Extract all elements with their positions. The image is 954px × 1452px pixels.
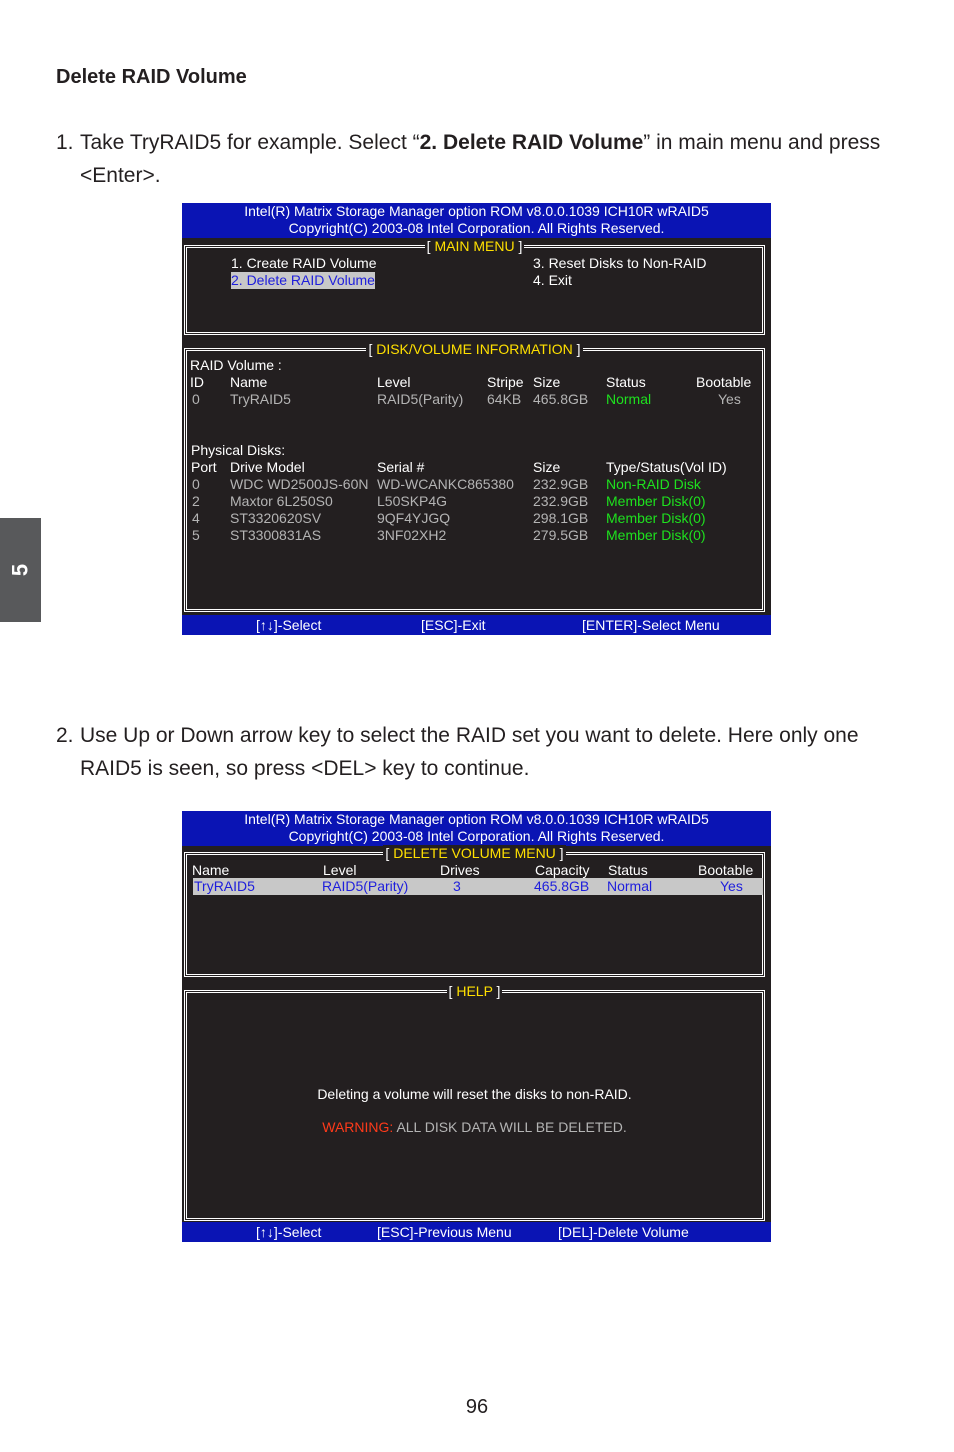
bios-header-copyright: Copyright(C) 2003-08 Intel Corporation. All Rights Reserved. bbox=[288, 220, 665, 236]
disk-type: Member Disk(0) bbox=[606, 493, 706, 509]
menu-item-reset-disks[interactable]: 3. Reset Disks to Non-RAID bbox=[533, 255, 707, 271]
bios-header bbox=[182, 203, 771, 238]
footer-select-hint: [↑↓]-Select bbox=[256, 617, 322, 633]
volume-row-selected[interactable] bbox=[193, 878, 763, 895]
help-text: Deleting a volume will reset the disks to non-RAID. bbox=[317, 1086, 632, 1102]
bios-header-title: Intel(R) Matrix Storage Manager option ROM v8.0.0.1039 ICH10R wRAID5 bbox=[244, 203, 709, 219]
menu-item-delete-raid[interactable]: 2. Delete RAID Volume bbox=[231, 272, 375, 288]
disk-size: 298.1GB bbox=[533, 510, 589, 526]
col-header-level: Level bbox=[323, 862, 357, 878]
volume-stripe: 64KB bbox=[487, 391, 522, 407]
delete-menu-title: DELETE VOLUME MENU bbox=[393, 845, 556, 861]
disk-type: Member Disk(0) bbox=[606, 510, 706, 526]
disk-size: 232.9GB bbox=[533, 493, 589, 509]
col-header-port: Port bbox=[191, 459, 217, 475]
col-header-type-status: Type/Status(Vol ID) bbox=[606, 459, 727, 475]
menu-item-create-raid[interactable]: 1. Create RAID Volume bbox=[231, 255, 377, 271]
volume-bootable: Yes bbox=[720, 878, 743, 894]
step-1 bbox=[56, 126, 916, 192]
volume-level: RAID5(Parity) bbox=[322, 878, 409, 894]
step-number: 1. bbox=[56, 131, 74, 154]
footer-delete-volume-hint: [DEL]-Delete Volume bbox=[558, 1224, 689, 1240]
disk-size: 279.5GB bbox=[533, 527, 589, 543]
delete-volume-menu-frame: [ DELETE VOLUME MENU ] Name Level Drives Capacity Status Bootable TryRAID5 RAID5(Parity) 3 465.8GB Normal Yes bbox=[184, 852, 765, 977]
col-header-name: Name bbox=[192, 862, 230, 878]
step-text: Use Up or Down arrow key to select the RAID set you want to delete. Here only one RAID5 is seen, so press <DEL> key to continue. bbox=[80, 724, 859, 780]
disk-model: Maxtor 6L250S0 bbox=[230, 493, 333, 509]
col-header-capacity: Capacity bbox=[535, 862, 590, 878]
chapter-number: 5 bbox=[7, 563, 33, 577]
col-header-stripe: Stripe bbox=[487, 374, 524, 390]
disk-size: 232.9GB bbox=[533, 476, 589, 492]
step-text: ” in main menu and press <Enter>. bbox=[80, 131, 881, 187]
disk-model: ST3300831AS bbox=[230, 527, 322, 543]
main-menu-frame: [ MAIN MENU ] 1. Create RAID Volume 2. Delete RAID Volume 3. Reset Disks to Non-RAID 4. Exit bbox=[184, 245, 765, 335]
disk-port: 4 bbox=[192, 510, 200, 526]
bios-header bbox=[182, 811, 771, 846]
step-text: Take TryRAID5 for example. Select “ bbox=[80, 131, 420, 154]
physical-disks-label: Physical Disks: bbox=[191, 442, 286, 458]
col-header-bootable: Bootable bbox=[698, 862, 754, 878]
disk-port: 5 bbox=[192, 527, 200, 543]
step-number: 2. bbox=[56, 724, 74, 747]
disk-port: 2 bbox=[192, 493, 200, 509]
col-header-name: Name bbox=[230, 374, 268, 390]
disk-type: Member Disk(0) bbox=[606, 527, 706, 543]
chapter-tab bbox=[0, 518, 41, 622]
volume-name: TryRAID5 bbox=[194, 878, 255, 894]
raid-volume-label: RAID Volume : bbox=[190, 357, 282, 373]
warning-line bbox=[187, 1119, 762, 1136]
col-header-bootable: Bootable bbox=[696, 374, 752, 390]
page-number: 96 bbox=[465, 1396, 489, 1418]
bios-footer bbox=[182, 1222, 771, 1242]
footer-enter-hint: [ENTER]-Select Menu bbox=[582, 617, 720, 633]
col-header-disk-size: Size bbox=[533, 459, 561, 475]
volume-status: Normal bbox=[606, 391, 652, 407]
volume-size: 465.8GB bbox=[533, 391, 589, 407]
volume-capacity: 465.8GB bbox=[534, 878, 590, 894]
footer-select-hint: [↑↓]-Select bbox=[256, 1224, 322, 1240]
bios-header-title: Intel(R) Matrix Storage Manager option ROM v8.0.0.1039 ICH10R wRAID5 bbox=[244, 811, 709, 827]
volume-level: RAID5(Parity) bbox=[377, 391, 464, 407]
footer-previous-menu-hint: [ESC]-Previous Menu bbox=[377, 1224, 512, 1240]
warning-text: ALL DISK DATA WILL BE DELETED. bbox=[396, 1119, 627, 1135]
col-header-drives: Drives bbox=[440, 862, 480, 878]
main-menu-title: MAIN MENU bbox=[434, 238, 515, 254]
disk-serial: WD-WCANKC865380 bbox=[377, 476, 514, 492]
bios-footer bbox=[182, 615, 771, 635]
help-title: HELP bbox=[456, 983, 493, 999]
volume-status: Normal bbox=[607, 878, 653, 894]
disk-serial: 9QF4YJGQ bbox=[377, 510, 451, 526]
disk-model: ST3320620SV bbox=[230, 510, 322, 526]
volume-drives: 3 bbox=[453, 878, 461, 894]
info-title: DISK/VOLUME INFORMATION bbox=[376, 341, 573, 357]
volume-name: TryRAID5 bbox=[230, 391, 291, 407]
step-bold-text: 2. Delete RAID Volume bbox=[419, 131, 644, 154]
help-frame: [ HELP ] Deleting a volume will reset the disks to non-RAID. WARNING: ALL DISK DATA WILL BE DELETED. bbox=[184, 990, 765, 1221]
menu-item-exit[interactable]: 4. Exit bbox=[533, 272, 572, 288]
col-header-level: Level bbox=[377, 374, 411, 390]
disk-serial: 3NF02XH2 bbox=[377, 527, 447, 543]
disk-type: Non-RAID Disk bbox=[606, 476, 701, 492]
col-header-id: ID bbox=[190, 374, 204, 390]
warning-label: WARNING: bbox=[322, 1119, 394, 1135]
bios-header-copyright: Copyright(C) 2003-08 Intel Corporation. All Rights Reserved. bbox=[288, 828, 665, 844]
volume-id: 0 bbox=[192, 391, 200, 407]
col-header-status: Status bbox=[606, 374, 646, 390]
section-heading: Delete RAID Volume bbox=[56, 66, 247, 88]
col-header-drive-model: Drive Model bbox=[230, 459, 305, 475]
bios-screen-main-menu bbox=[182, 203, 771, 635]
disk-volume-info-frame: [ DISK/VOLUME INFORMATION ] RAID Volume : ID Name Level Stripe Size Status Bootable 0 TryRAID5 RAID5(Parity) 64KB 465.8GB Normal Yes Physical Disks: Port Drive Model Serial # Size Type/Status(Vol ID) 0 WDC WD2500JS-60N WD-WCANKC865380 232.9GB Non-RAID Disk 2 Maxtor 6L250S0 L50SKP4G 232.9GB Member Disk(0) 4 ST3320620SV 9QF4YJGQ 298.1GB Member Disk(0) 5 ST3300831AS 3NF02XH2 279.5GB Member Disk(0) bbox=[184, 348, 765, 612]
col-header-status: Status bbox=[608, 862, 648, 878]
volume-bootable: Yes bbox=[718, 391, 741, 407]
col-header-serial: Serial # bbox=[377, 459, 425, 475]
disk-port: 0 bbox=[192, 476, 200, 492]
col-header-size: Size bbox=[533, 374, 561, 390]
footer-exit-hint: [ESC]-Exit bbox=[421, 617, 486, 633]
disk-model: WDC WD2500JS-60N bbox=[230, 476, 369, 492]
bios-screen-delete-volume bbox=[182, 811, 771, 1242]
disk-serial: L50SKP4G bbox=[377, 493, 448, 509]
step-2 bbox=[56, 719, 916, 785]
